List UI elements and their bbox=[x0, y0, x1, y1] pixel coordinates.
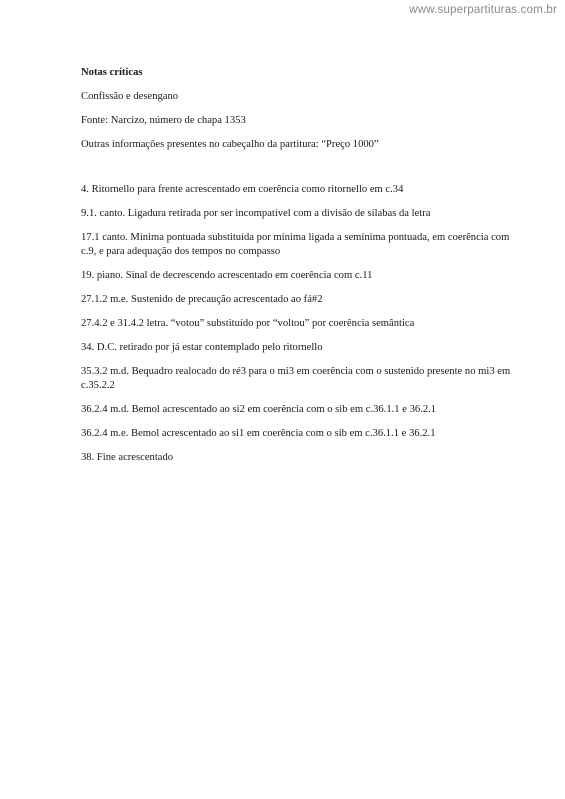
note-item: 17.1 canto. Mínima pontuada substituída por mínima ligada a semínima pontuada, em coerência com c.9, e para adequação dos tempos no compasso bbox=[81, 232, 510, 257]
piece-title: Confissão e desengano bbox=[81, 91, 179, 102]
note-item: 4. Ritornello para frente acrescentado em coerência como ritornello em c.34 bbox=[81, 184, 404, 195]
note-item: 27.4.2 e 31.4.2 letra. “votou” substituído por “voltou” por coerência semântica bbox=[81, 318, 415, 329]
note-item: 36.2.4 m.e. Bemol acrescentado ao si1 em coerência com o sib em c.36.1.1 e 36.2.1 bbox=[81, 428, 436, 439]
source-line: Fonte: Narcizo, número de chapa 1353 bbox=[81, 115, 246, 126]
note-item: 38. Fine acrescentado bbox=[81, 452, 174, 463]
other-info-line: Outras informações presentes no cabeçalho da partitura: “Preço 1000” bbox=[81, 139, 379, 150]
notes-list bbox=[81, 183, 521, 465]
note-item: 35.3.2 m.d. Bequadro realocado do ré3 para o mi3 em coerência com o sustenido presente no mi3 em c.35.2.2 bbox=[81, 366, 511, 391]
note-item: 19. piano. Sinal de decrescendo acrescentado em coerência com c.11 bbox=[81, 270, 373, 281]
critical-notes-document bbox=[81, 66, 521, 475]
note-item: 34. D.C. retirado por já estar contemplado pelo ritornello bbox=[81, 342, 323, 353]
watermark-url: www.superpartituras.com.br bbox=[409, 4, 557, 16]
note-item: 9.1. canto. Ligadura retirada por ser incompatível com a divisão de sílabas da letra bbox=[81, 208, 431, 219]
heading: Notas críticas bbox=[81, 67, 143, 78]
note-item: 27.1.2 m.e. Sustenido de precaução acrescentado ao fá#2 bbox=[81, 294, 323, 305]
note-item: 36.2.4 m.d. Bemol acrescentado ao si2 em coerência com o sib em c.36.1.1 e 36.2.1 bbox=[81, 404, 437, 415]
